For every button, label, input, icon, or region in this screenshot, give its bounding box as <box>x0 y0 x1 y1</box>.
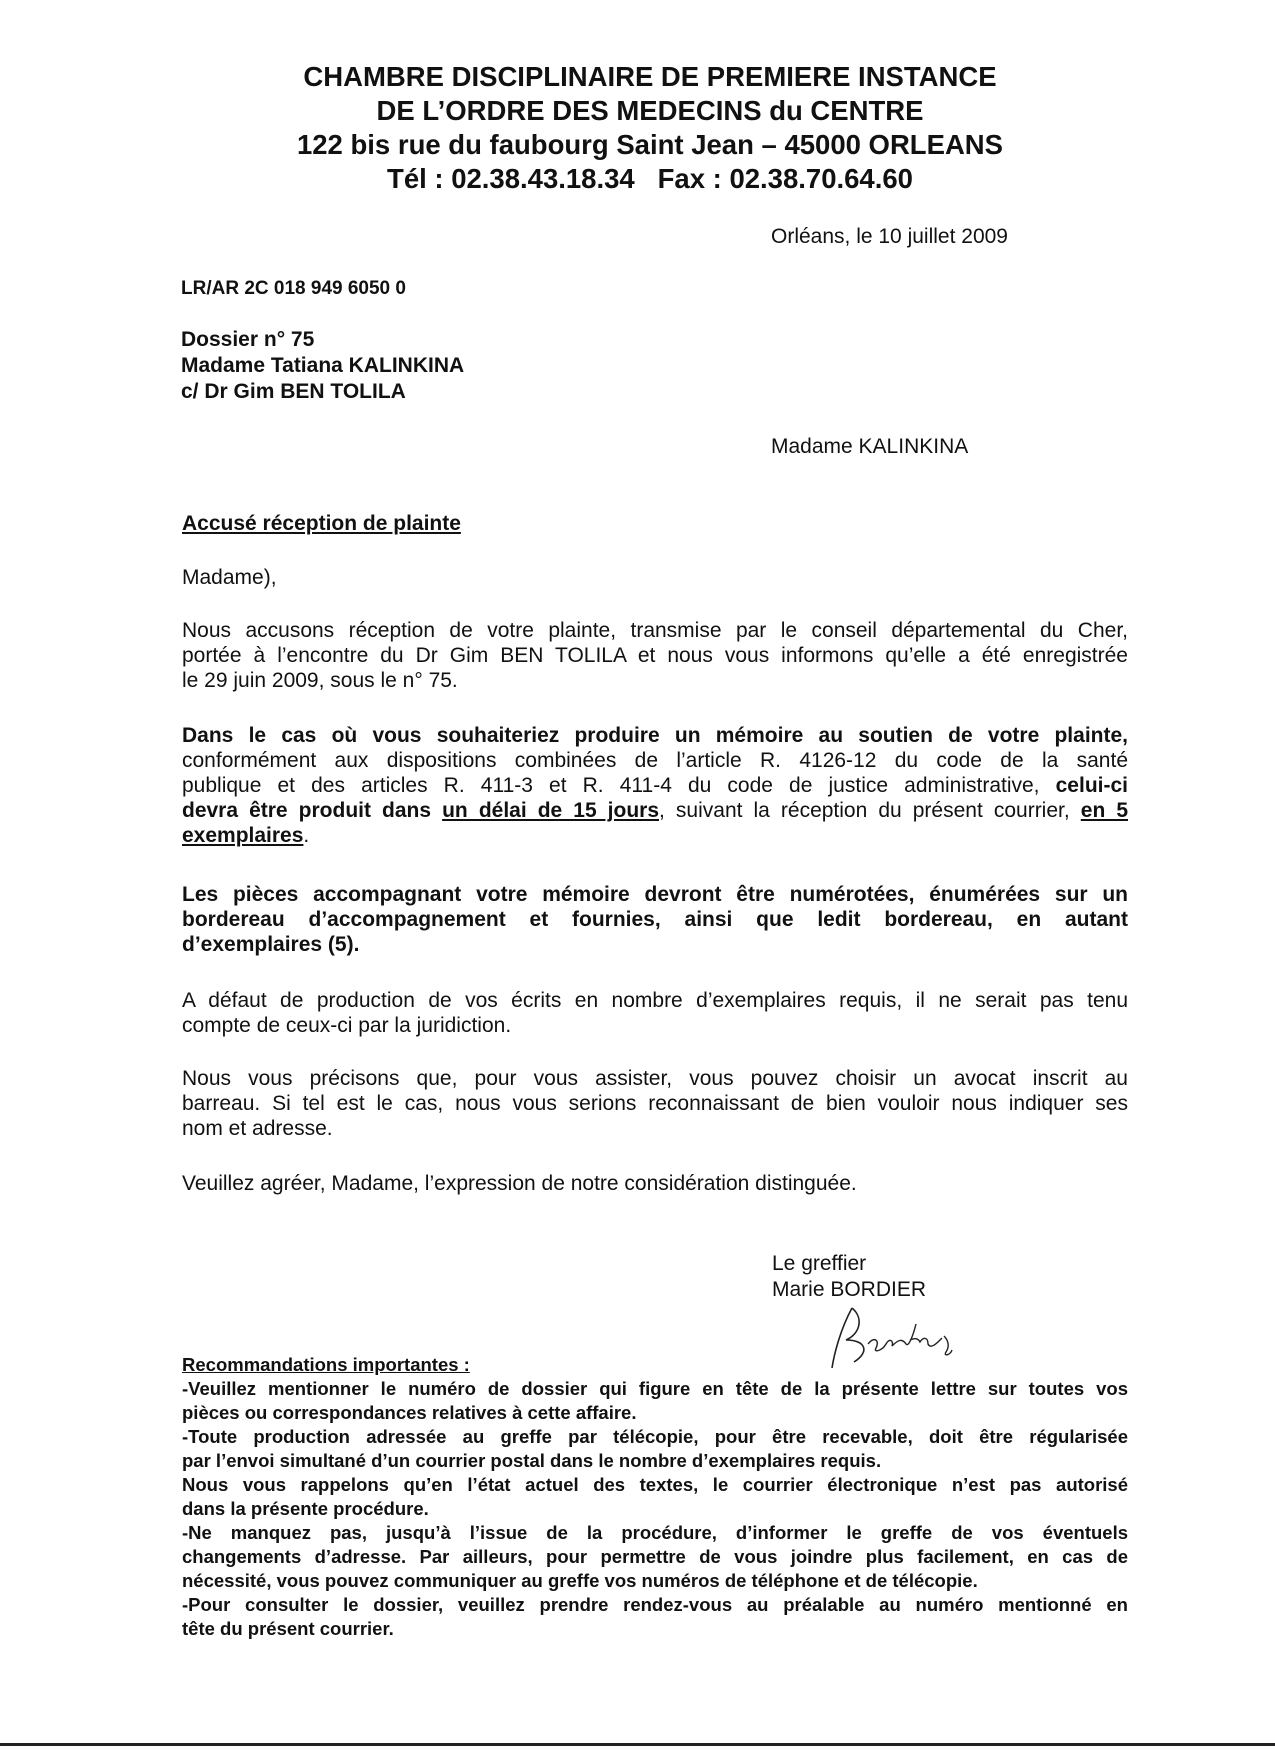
copies-emphasis: exemplaires <box>182 824 304 847</box>
header-contact-line: Tél : 02.38.43.18.34 Fax : 02.38.70.64.60 <box>387 163 913 194</box>
salutation: Madame), <box>182 566 277 589</box>
paragraph-line: barreau. Si tel est le cas, nous vous serions reconnaissant de bien vouloir nous indiquer ses <box>182 1092 1128 1115</box>
recommendation-line: par l’envoi simultané d’un courrier postal dans le nombre d’exemplaires requis. <box>182 1450 882 1471</box>
text-segment-bold: devra être produit dans <box>182 799 432 822</box>
paragraph-line: Les pièces accompagnant votre mémoire devront être numérotées, énumérées sur un <box>182 883 1128 906</box>
text-segment: . <box>303 824 310 847</box>
paragraph-line: portée à l’encontre du Dr Gim BEN TOLILA et nous vous informons qu’elle a été enregistrée <box>182 644 1128 667</box>
dossier-defendant: c/ Dr Gim BEN TOLILA <box>181 380 406 403</box>
paragraph-line: le 29 juin 2009, sous le n° 75. <box>182 669 458 692</box>
paragraph-line: A défaut de production de vos écrits en nombre d’exemplaires requis, il ne serait pas tenu <box>182 989 1128 1012</box>
subject-line: Accusé réception de plainte <box>182 512 461 535</box>
text-segment: , suivant la réception du présent courrier, <box>659 799 1070 822</box>
text-segment: publique et des articles R. 411-3 et R. 411-4 du code de justice administrative, <box>182 774 1040 797</box>
recommendation-line: -Pour consulter le dossier, veuillez prendre rendez-vous au préalable au numéro mentionné en <box>182 1594 1128 1615</box>
dossier-number: Dossier n° 75 <box>181 328 315 351</box>
signatory-title: Le greffier <box>772 1252 867 1275</box>
paragraph-pieces <box>182 882 1128 957</box>
recommendation-line: Nous vous rappelons qu’en l’état actuel des textes, le courrier électronique n’est pas autorisé <box>182 1474 1128 1495</box>
header-line-3: 122 bis rue du faubourg Saint Jean – 45000 ORLEANS <box>296 129 1004 160</box>
recommendation-line: -Toute production adressée au greffe par télécopie, pour être recevable, doit être régularisée <box>182 1426 1128 1447</box>
paragraph-line: Nous vous précisons que, pour vous assister, vous pouvez choisir un avocat inscrit au <box>182 1067 1128 1090</box>
recommendation-line: nécessité, vous pouvez communiquer au greffe vos numéros de téléphone et de télécopie. <box>182 1570 978 1591</box>
closing-formula: Veuillez agréer, Madame, l’expression de notre considération distinguée. <box>182 1172 857 1195</box>
recipient-name: Madame KALINKINA <box>771 435 969 458</box>
recommendation-line: -Ne manquez pas, jusqu’à l’issue de la procédure, d’informer le greffe de vos éventuels <box>182 1522 1128 1543</box>
header-line-1: CHAMBRE DISCIPLINAIRE DE PREMIERE INSTANCE <box>303 61 997 92</box>
paragraph-lawyer <box>182 1066 1128 1141</box>
recommendations-heading: Recommandations importantes : <box>182 1354 470 1375</box>
recommendation-line: pièces ou correspondances relatives à cette affaire. <box>182 1402 637 1423</box>
recommendation-line: dans la présente procédure. <box>182 1498 429 1519</box>
dossier-plaintiff: Madame Tatiana KALINKINA <box>181 354 465 377</box>
paragraph-line <box>182 773 1128 798</box>
copies-emphasis: en 5 <box>1080 799 1129 822</box>
registered-mail-reference: LR/AR 2C 018 949 6050 0 <box>181 278 406 299</box>
signatory-name: Marie BORDIER <box>772 1278 927 1301</box>
recommendation-line: tête du présent courrier. <box>182 1618 394 1639</box>
header-line-2: DE L’ORDRE DES MEDECINS du CENTRE <box>376 95 924 126</box>
paragraph-line: conformément aux dispositions combinées de l’article R. 4126-12 du code de la santé <box>182 749 1128 772</box>
paragraph-memoire <box>182 723 1128 848</box>
recommendation-line: -Veuillez mentionner le numéro de dossier qui figure en tête de la présente lettre sur toutes vos <box>182 1378 1128 1399</box>
paragraph-line: Dans le cas où vous souhaiteriez produire un mémoire au soutien de votre plainte, <box>182 724 1128 747</box>
paragraph-line: compte de ceux-ci par la juridiction. <box>182 1014 512 1037</box>
paragraph-default <box>182 988 1128 1038</box>
paragraph-line: Nous accusons réception de votre plainte, transmise par le conseil départemental du Cher, <box>182 619 1128 642</box>
paragraph-acknowledgement <box>182 618 1128 693</box>
scan-bottom-edge <box>0 1743 1275 1746</box>
paragraph-line <box>182 798 1128 823</box>
recommendation-line: changements d’adresse. Par ailleurs, pour permettre de vous joindre plus facilement, en cas de <box>182 1546 1128 1567</box>
text-segment-bold: celui-ci <box>1055 774 1128 797</box>
paragraph-line: nom et adresse. <box>182 1117 333 1140</box>
date-line: Orléans, le 10 juillet 2009 <box>771 225 1008 248</box>
recommendations-block <box>182 1353 1128 1641</box>
paragraph-line <box>182 823 1128 848</box>
paragraph-line: d’exemplaires (5). <box>182 933 360 956</box>
paragraph-line: bordereau d’accompagnement et fournies, ainsi que ledit bordereau, en autant <box>182 908 1128 931</box>
deadline-emphasis: un délai de 15 jours <box>442 799 660 822</box>
